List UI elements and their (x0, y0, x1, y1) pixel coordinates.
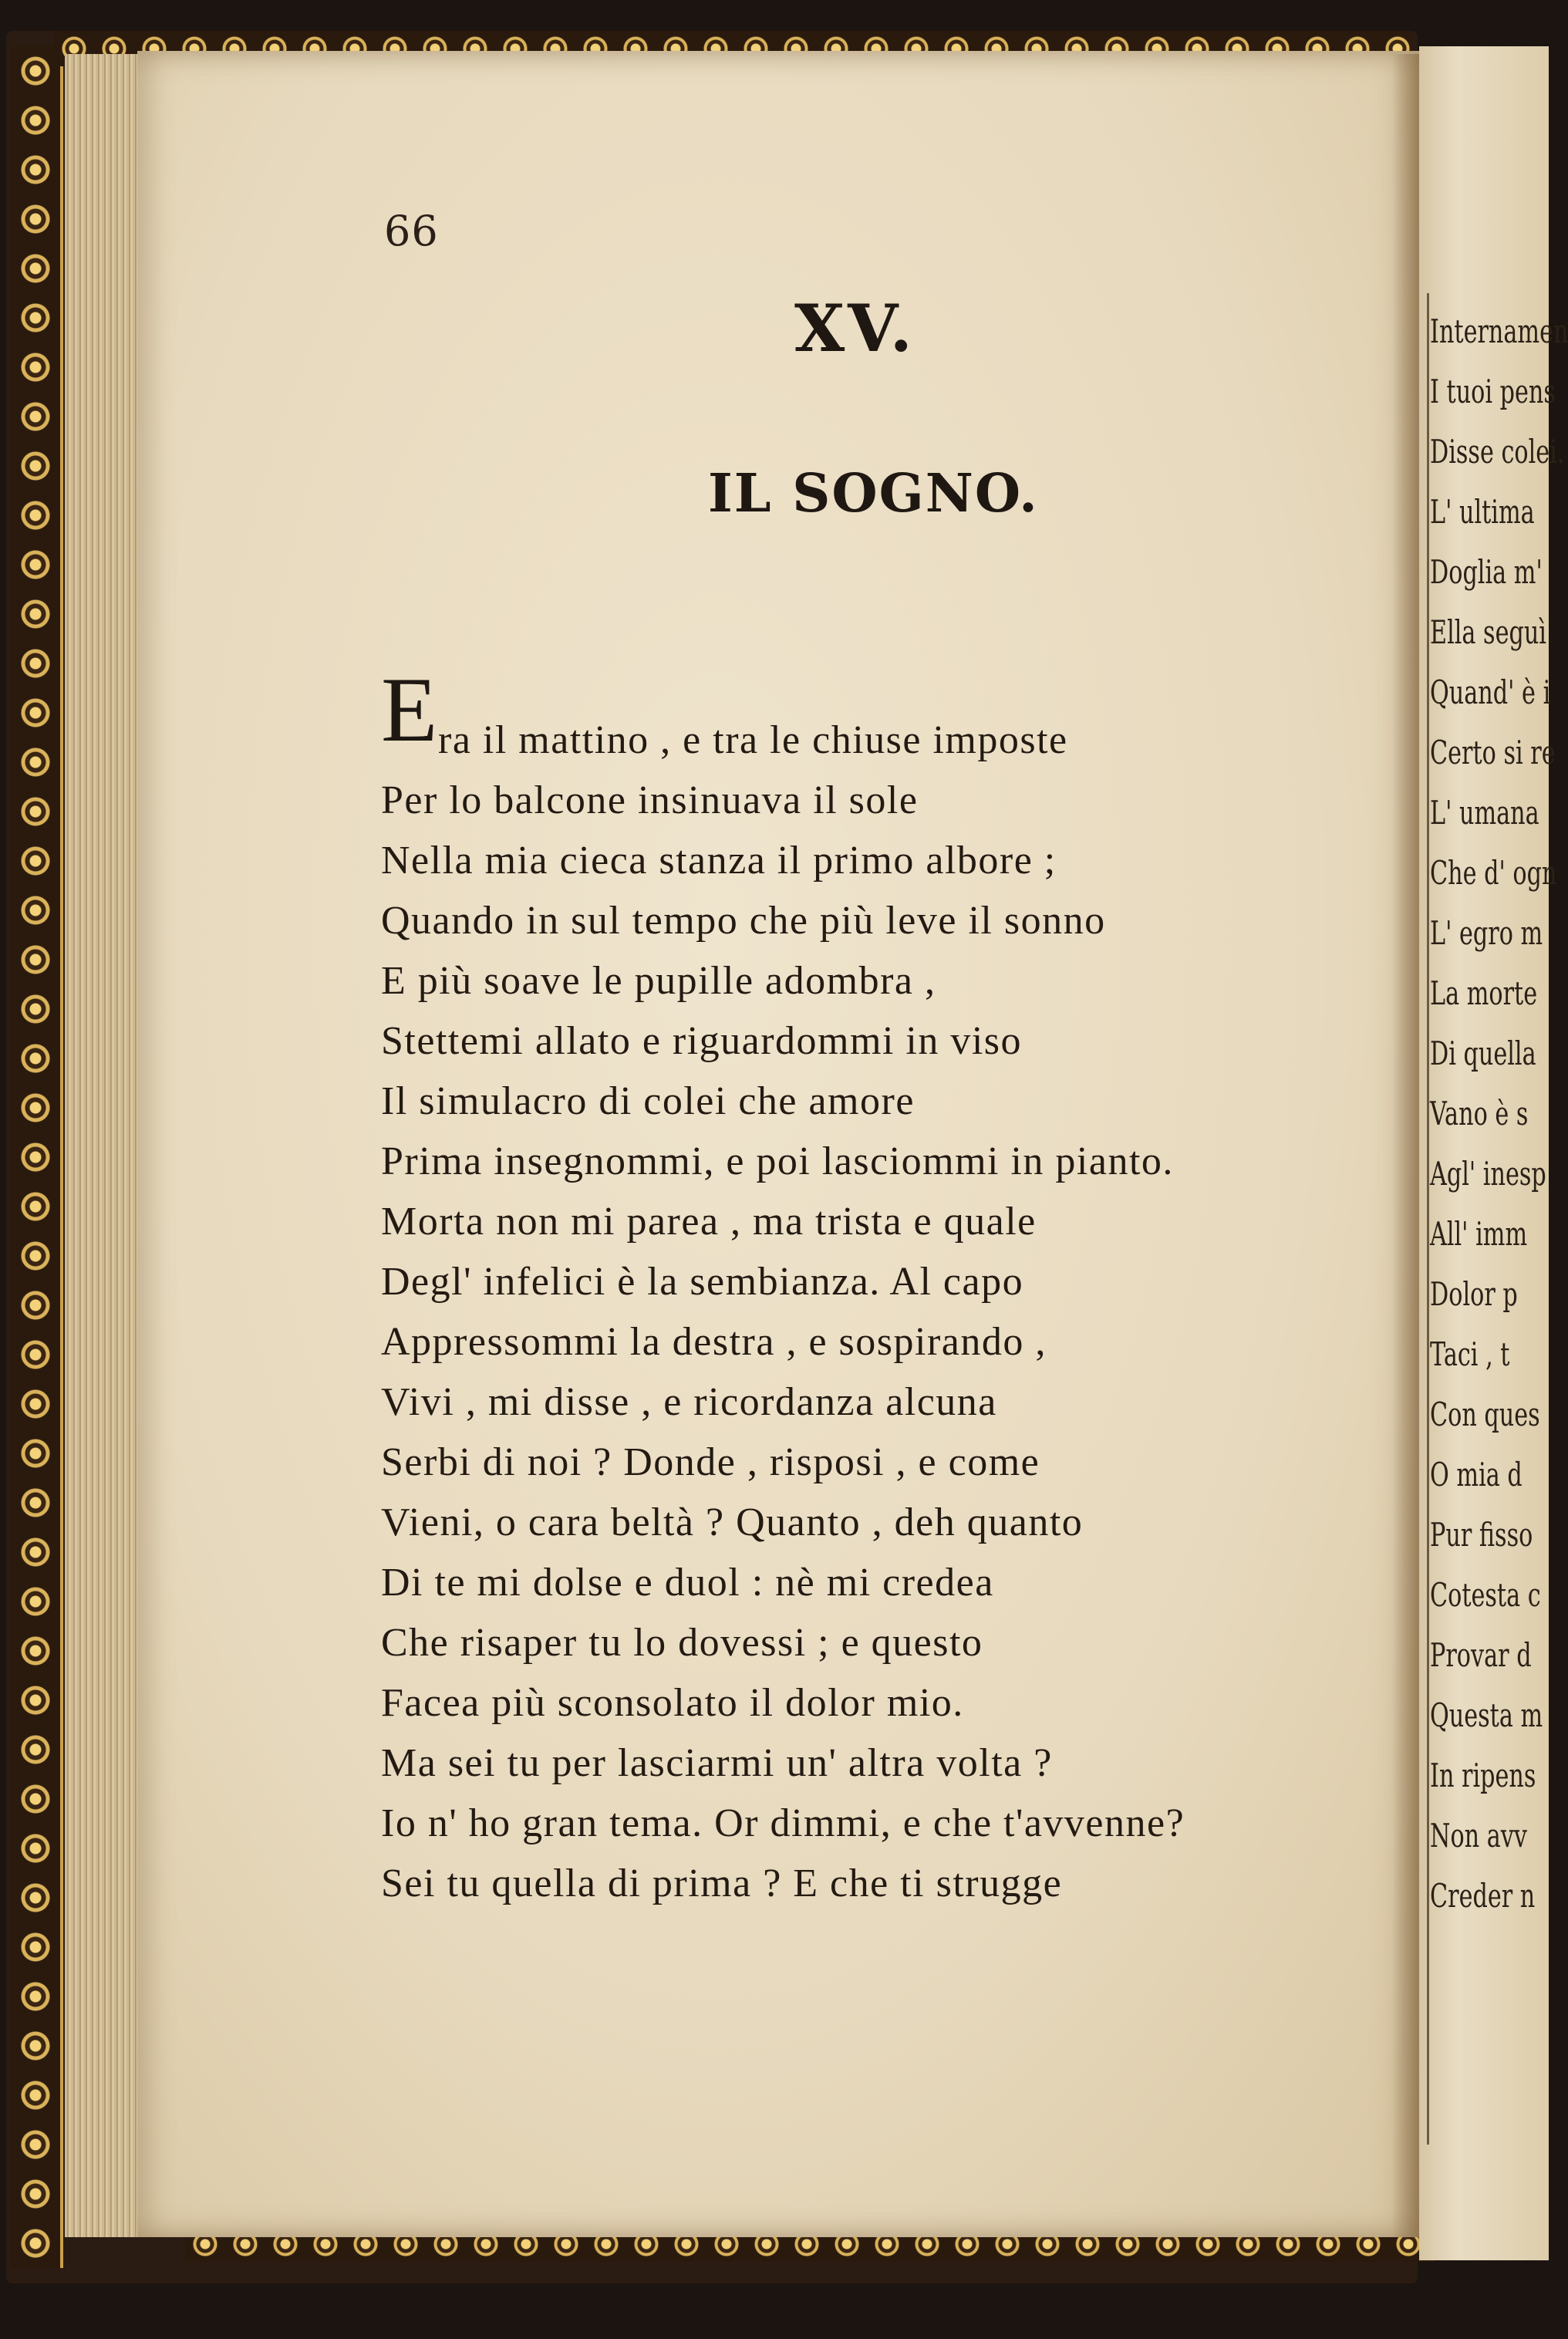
facing-page-line: Con ques (1430, 1396, 1540, 1433)
verse-line: Il simulacro di colei che amore (381, 1079, 915, 1123)
facing-page-line: Ella seguì (1430, 613, 1546, 651)
facing-page-line: Che d' ogn (1430, 854, 1557, 892)
verse-line: Per lo balcone insinuava il sole (381, 778, 919, 822)
verse-line-1: ra il mattino , e tra le chiuse imposte (438, 718, 1068, 762)
facing-page-line: L' ultima (1430, 493, 1535, 531)
facing-page-line: Internamen (1430, 312, 1568, 350)
facing-page-line: Di quella (1430, 1034, 1536, 1072)
verse-line: Vivi , mi disse , e ricordanza alcuna (381, 1380, 997, 1424)
facing-page-line: Taci , t (1430, 1335, 1510, 1373)
facing-page-line: O mia d (1430, 1456, 1522, 1494)
verse-line: Stettemi allato e riguardommi in viso (381, 1019, 1023, 1063)
verse-line: Nella mia cieca stanza il primo albore ; (381, 839, 1057, 883)
verse-line: Prima insegnommi, e poi lasciommi in pianto. (381, 1139, 1174, 1183)
facing-page-line: Agl' inesp (1430, 1155, 1546, 1193)
verse-line: Serbi di noi ? Donde , risposi , e come (381, 1440, 1040, 1484)
facing-page-line: L' umana (1430, 794, 1539, 832)
verse-line: E più soave le pupille adombra , (381, 959, 936, 1003)
verse-line: Vieni, o cara beltà ? Quanto , deh quanto (381, 1500, 1084, 1544)
facing-page-line: Non avv (1430, 1817, 1527, 1855)
facing-page-line: Creder n (1430, 1877, 1536, 1915)
facing-page-line: Pur fisso (1430, 1516, 1533, 1554)
facing-page-line: All' imm (1430, 1215, 1528, 1253)
facing-page-line: Vano è s (1430, 1095, 1529, 1132)
drop-cap: E (381, 658, 438, 761)
verse-line: Quando in sul tempo che più leve il sonno (381, 899, 1106, 943)
page-gutter (1392, 54, 1423, 2237)
poem-title: IL SOGNO. (708, 463, 1039, 525)
facing-page-line: Doglia m' (1430, 553, 1543, 591)
facing-page-line: Provar d (1430, 1636, 1532, 1674)
verse-line: Sei tu quella di prima ? E che ti strugge (381, 1861, 1063, 1905)
facing-page-line: Disse colei. (1430, 433, 1565, 471)
facing-page-line: Questa m (1430, 1696, 1543, 1734)
verse-line: Che risaper tu lo dovessi ; e questo (381, 1621, 983, 1665)
facing-page-rule (1427, 293, 1429, 2145)
page-edges (65, 54, 142, 2237)
facing-page-line: Dolor p (1430, 1275, 1518, 1313)
poem-number: XV. (794, 290, 916, 366)
verse-line: Morta non mi parea , ma trista e quale (381, 1200, 1037, 1244)
facing-page-line: Quand' è i (1430, 673, 1551, 711)
verse-line: Facea più sconsolato il dolor mio. (381, 1681, 964, 1725)
facing-page-line: In ripens (1430, 1757, 1536, 1794)
facing-page-line: La morte (1430, 974, 1538, 1012)
facing-page-line: L' egro m (1430, 914, 1543, 952)
verse-line: Ma sei tu per lasciarmi un' altra volta ? (381, 1741, 1053, 1785)
facing-page (1419, 46, 1568, 2260)
verse-line: Degl' infelici è la sembianza. Al capo (381, 1260, 1024, 1304)
verse-line: Io n' ho gran tema. Or dimmi, e che t'avvenne? (381, 1801, 1185, 1845)
page-number: 66 (384, 207, 439, 255)
facing-page-line: Certo si re (1430, 734, 1556, 771)
verse-line: Appressommi la destra , e sospirando , (381, 1320, 1047, 1364)
facing-page-line: I tuoi pens (1430, 373, 1556, 410)
verse-line: Di te mi dolse e duol : nè mi credea (381, 1561, 994, 1605)
facing-page-line: Cotesta c (1430, 1576, 1541, 1614)
gilt-border-left (11, 46, 63, 2268)
